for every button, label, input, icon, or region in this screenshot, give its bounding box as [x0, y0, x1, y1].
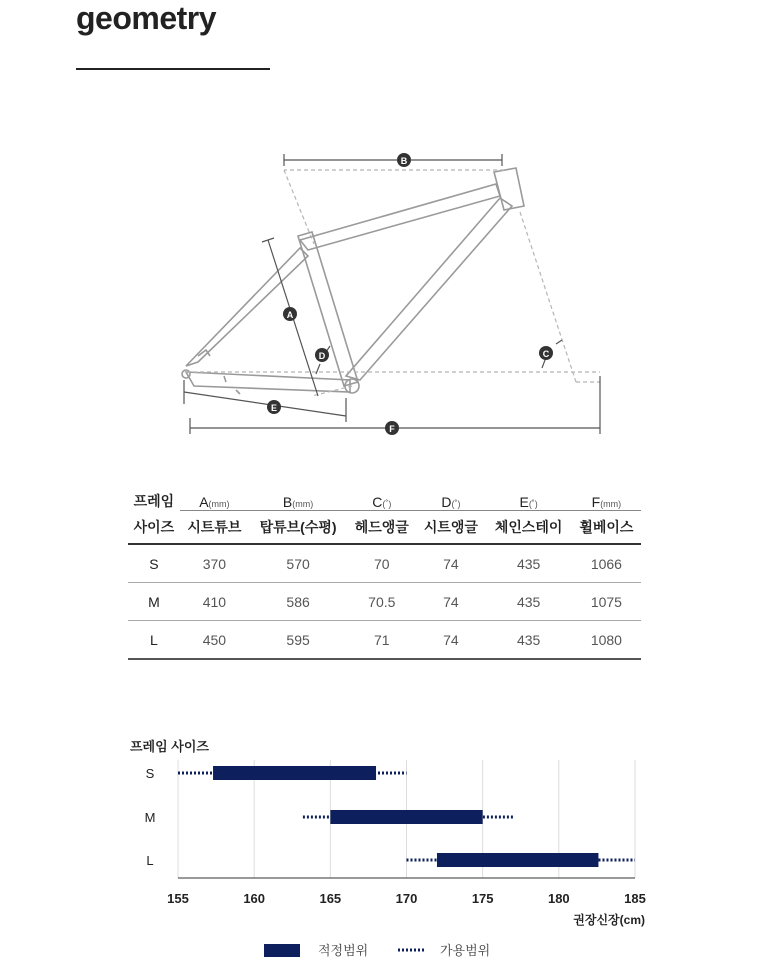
cell: 1075: [572, 583, 641, 621]
cell: 370: [180, 544, 249, 583]
category-label: L: [146, 853, 154, 868]
label-A-text: A: [286, 310, 294, 320]
cell: 74: [416, 621, 485, 660]
frame-geometry-diagram: [0, 0, 773, 480]
col-d-name: 시트앵글: [416, 511, 485, 545]
chart-title: 프레임 사이즈: [130, 739, 209, 754]
col-f-letter: F(mm): [591, 494, 622, 510]
optimal-range-bar-S: [213, 766, 376, 780]
cell: 595: [249, 621, 347, 660]
construction-lines: [186, 170, 600, 396]
geometry-table: [128, 488, 641, 660]
col-a-name: 시트튜브: [180, 511, 249, 545]
cell: 70.5: [347, 583, 416, 621]
col-b-letter: B(mm): [282, 494, 314, 510]
x-tick-label: 180: [547, 891, 570, 906]
x-axis-label: 권장신장(cm): [573, 913, 645, 927]
page-title: geometry: [76, 0, 217, 36]
col-f-name: 휠베이스: [572, 511, 641, 545]
cell: 435: [485, 544, 571, 583]
cell: 570: [249, 544, 347, 583]
cell: 435: [485, 583, 571, 621]
category-label: S: [145, 766, 155, 781]
dimension-lines: [184, 154, 600, 434]
optimal-range-bar-M: [330, 810, 482, 824]
cell: 74: [416, 544, 485, 583]
label-D-text: D: [318, 351, 326, 361]
cell: 410: [180, 583, 249, 621]
size-header-line1: 프레임: [133, 492, 175, 509]
label-E-text: E: [270, 403, 278, 413]
legend-optimal-swatch: [264, 944, 300, 957]
cell: 71: [347, 621, 416, 660]
cell: 74: [416, 583, 485, 621]
table-header-row-2: [128, 511, 641, 545]
label-F: [385, 421, 399, 435]
size-header-line2: 사이즈: [133, 518, 175, 535]
category-label: M: [144, 810, 156, 825]
cell: 435: [485, 621, 571, 660]
table-row: [128, 544, 641, 583]
col-e-name: 체인스테이: [485, 511, 571, 545]
col-c-letter: C(˚): [372, 494, 392, 510]
label-A: [283, 307, 297, 321]
table-header-row-1: [128, 488, 641, 511]
col-a-letter: A(mm): [199, 494, 230, 510]
col-e-letter: E(˚): [519, 494, 538, 510]
cell: 450: [180, 621, 249, 660]
label-F-text: F: [389, 424, 395, 434]
row-size: L: [128, 621, 180, 660]
table-row: [128, 583, 641, 621]
label-D: [315, 348, 329, 362]
label-B: [397, 153, 411, 167]
legend-available-label: 가용범위: [440, 943, 491, 958]
label-B-text: B: [400, 156, 408, 166]
cell: 70: [347, 544, 416, 583]
optimal-range-bar-L: [437, 853, 598, 867]
legend-optimal-label: 적정범위: [318, 943, 369, 958]
col-c-name: 헤드앵글: [347, 511, 416, 545]
col-b-name: 탑튜브(수평): [249, 511, 347, 545]
row-size: M: [128, 583, 180, 621]
x-tick-label: 175: [471, 891, 494, 906]
frame-outline: [182, 168, 524, 394]
x-tick-label: 170: [395, 891, 418, 906]
label-E: [267, 400, 281, 414]
cell: 1080: [572, 621, 641, 660]
cell: 586: [249, 583, 347, 621]
cell: 1066: [572, 544, 641, 583]
row-size: S: [128, 544, 180, 583]
x-tick-label: 160: [243, 891, 266, 906]
label-C-text: C: [542, 349, 550, 359]
label-C: [539, 346, 553, 360]
x-tick-label: 155: [167, 891, 189, 906]
x-tick-label: 165: [319, 891, 342, 906]
x-tick-label: 185: [624, 891, 646, 906]
col-d-letter: D(˚): [441, 494, 461, 510]
table-row: [128, 621, 641, 660]
